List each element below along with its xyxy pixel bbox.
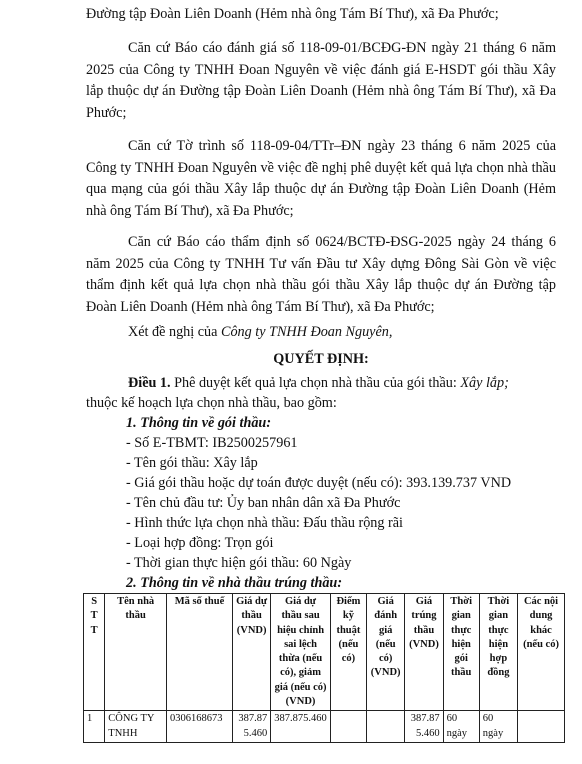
paragraph-appraisal-report: Căn cứ Báo cáo thẩm định số 0624/BCTĐ-ĐSG-2025 ngày 24 tháng 6 năm 2025 của Công ty TNHH Tư vấn Đầu tư Xây dựng Đông Sài Gòn về việc thẩm định kết quả lựa chọn nhà thầu gói thầu Xây lắp thuộc dự án Đường tập Đoàn Liên Doanh (Hẻm nhà ông Tám Bí Thư), xã Đa Phước; [86,234,556,315]
table-header-row [84,594,565,711]
cell-adjusted-price: 387.875.460 [271,711,331,743]
package-info-item: - Loại hợp đồng: Trọn gói [126,535,274,551]
package-info-item: - Tên chủ đầu tư: Ủy ban nhân dân xã Đa Phước [126,495,401,511]
proposal-prefix: Xét đề nghị của [128,324,221,340]
header-contract-duration: Thời gian thực hiện hợp đồng [479,594,517,711]
section-2-heading: 2. Thông tin về nhà thầu trúng thầu: [126,575,343,591]
header-evaluated-price: Giá đánh giá (nếu có) (VND) [367,594,405,711]
paragraph-project-location: Đường tập Đoàn Liên Doanh (Hẻm nhà ông Tám Bí Thư), xã Đa Phước; [86,6,499,22]
cell-contract-duration: 60 ngày [479,711,517,743]
header-other-content: Các nội dung khác (nếu có) [518,594,565,711]
package-info-item: - Giá gói thầu hoặc dự toán được duyệt (nếu có): 393.139.737 VND [126,475,512,491]
article-1-text-a: Phê duyệt kết quả lựa chọn nhà thầu của gói thầu: [170,375,461,391]
decision-heading: QUYẾT ĐỊNH: [273,351,369,367]
header-bidder-name: Tên nhà thầu [105,594,167,711]
paragraph-proposal [86,322,556,344]
package-info-item: - Tên gói thầu: Xây lắp [126,455,258,471]
cell-package-duration: 60 ngày [443,711,479,743]
section-1-heading: 1. Thông tin về gói thầu: [126,415,272,431]
header-adjusted-price: Giá dự thầu sau hiệu chỉnh sai lệch thừa (nếu có), giảm giá (nếu có) (VND) [271,594,331,711]
article-1-label: Điều 1. [128,375,171,391]
table-row [84,711,565,743]
article-1 [86,373,556,395]
winning-bidder-table [83,593,565,743]
header-technical-score: Điểm kỹ thuật (nếu có) [330,594,366,711]
paragraph-evaluation-report: Căn cứ Báo cáo đánh giá số 118-09-01/BCĐG-ĐN ngày 21 tháng 6 năm 2025 của Công ty TNHH Đoan Nguyên về việc đánh giá E-HSDT gói thầu Xây lắp thuộc dự án Đường tập Đoàn Liên Doanh (Hẻm nhà ông Tám Bí Thư), xã Đa Phước; [86,40,556,121]
package-info-item: - Hình thức lựa chọn nhà thầu: Đấu thầu rộng rãi [126,515,403,531]
header-package-duration: Thời gian thực hiện gói thầu [443,594,479,711]
header-bid-price: Giá dự thầu (VND) [232,594,270,711]
cell-other-content [518,711,565,743]
article-1-package: Xây lắp; [460,375,509,391]
package-info-item: - Số E-TBMT: IB2500257961 [126,435,298,451]
paragraph-submission: Căn cứ Tờ trình số 118-09-04/TTr–ĐN ngày 23 tháng 6 năm 2025 của Công ty TNHH Đoan Nguyên về việc đề nghị phê duyệt kết quả lựa chọn nhà thầu qua mạng của gói thầu Xây lắp thuộc dự án Đường tập Đoàn Liên Doanh (Hẻm nhà ông Tám Bí Thư), xã Đa Phước; [86,138,556,219]
cell-technical-score [330,711,366,743]
header-stt: S T T [84,594,105,711]
proposal-company: Công ty TNHH Đoan Nguyên, [220,324,393,340]
cell-bidder-name: CÔNG TY TNHH [105,711,167,743]
cell-stt: 1 [84,711,105,743]
package-info-item: - Thời gian thực hiện gói thầu: 60 Ngày [126,555,352,571]
cell-winning-price: 387.875.460 [405,711,443,743]
cell-tax-code: 0306168673 [167,711,233,743]
article-1-continuation: thuộc kế hoạch lựa chọn nhà thầu, bao gồm: [86,395,337,411]
header-tax-code: Mã số thuế [167,594,233,711]
cell-bid-price: 387.875.460 [232,711,270,743]
cell-evaluated-price [367,711,405,743]
header-winning-price: Giá trúng thầu (VND) [405,594,443,711]
